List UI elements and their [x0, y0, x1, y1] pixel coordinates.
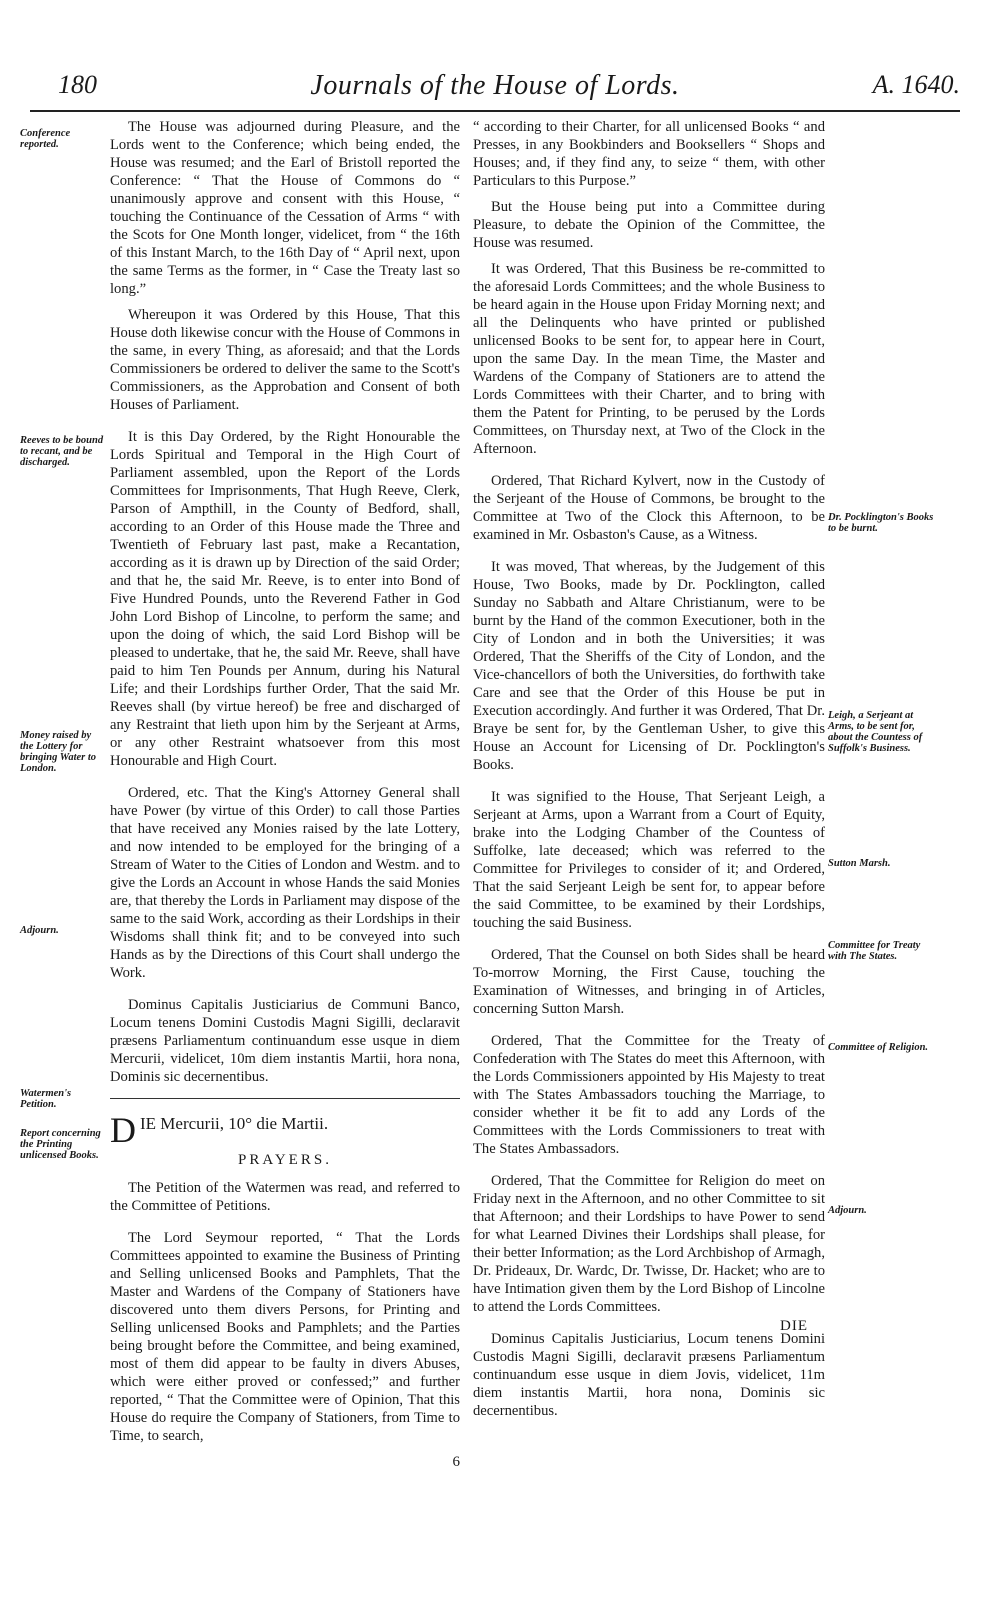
signature-mark: 6 — [452, 1454, 460, 1470]
paragraph: Dominus Capitalis Justiciarius de Communi Banco, Locum tenens Domini Custodis Magni Sigilli, declaravit præsens Parliamentum continuandum esse usque in diem Mercurii, videlicet, 10m diem instantis Martii, hora nona, Dominis sic decernentibus. — [110, 997, 460, 1085]
margin-note-pocklington: Dr. Pocklington's Books to be burnt. — [828, 512, 934, 534]
margin-note-leigh: Leigh, a Serjeant at Arms, to be sent for, about the Countess of Suffolk's Business. — [828, 710, 923, 754]
page-number: 180 — [58, 70, 97, 99]
left-column — [110, 118, 460, 1471]
margin-note-report: Report concerning the Printing unlicensed Books. — [20, 1128, 101, 1161]
drop-cap: D — [110, 1110, 136, 1150]
margin-note-religion: Committee of Religion. — [828, 1042, 929, 1053]
paragraph: It was signified to the House, That Serjeant Leigh, a Serjeant at Arms, upon a Warrant from a Court of Equity, brake into the Lodging Chamber of the Countess of Suffolke, late deceased; which was referred to the Committee for Privileges to consider of it; and Ordered, That the said Serjeant Leigh be sent for, to appear before the said Committee, to be examined by their Lordships, touching the said Business. — [473, 789, 825, 931]
paragraph: “ according to their Charter, for all unlicensed Books “ and Presses, in any Bookbinders and Booksellers “ Shops and Houses; and, if they find any, to seize “ them, with other Particulars to this Purpose.” — [473, 119, 825, 189]
prayers-heading: PRAYERS. — [238, 1152, 332, 1168]
paragraph: It was moved, That whereas, by the Judgement of this House, Two Books, made by Dr. Pocklington, called Sunday no Sabbath and Altare Christianum, were to be burnt by the Hand of the common Executioner, both in the City of London and in both the Universities; it was Ordered, That the Sheriffs of the City of London, and the Vice-chancellors of both the Universities, do forthwith take Care and see that the Order of this House be put in Execution accordingly. And further it was Ordered, That Dr. Braye be sent for, by the Gentleman Usher, to give this House an Account for Licensing of Dr. Pocklington's Books. — [473, 559, 825, 773]
paragraph: Ordered, That the Committee for the Treaty of Confederation with The States do meet this Afternoon, with the Lords Commissioners appointed by His Majesty to treat with The States Ambassadors touching the Marriage, to consider whether it be fit to add any Lords of the Committees with the Lords Commissioners to treat with The States Ambassadors. — [473, 1033, 825, 1157]
catchword: DIE — [780, 1318, 808, 1334]
paragraph: But the House being put into a Committee during Pleasure, to debate the Opinion of the Committee, the House was resumed. — [473, 199, 825, 251]
year: A. 1640. — [872, 70, 960, 99]
margin-note-watermen: Watermen's Petition. — [20, 1088, 72, 1110]
day-heading — [110, 1110, 460, 1150]
margin-note-adjourn: Adjourn. — [20, 925, 59, 936]
paragraph: Ordered, That Richard Kylvert, now in the Custody of the Serjeant of the House of Commons, be brought to the Committee at Two of the Clock this Afternoon, to be examined in Mr. Osbaston's Cause, as a Witness. — [473, 473, 825, 543]
paragraph: The House was adjourned during Pleasure, and the Lords went to the Conference; which being ended, the House was resumed; and the Earl of Bristoll reported the Conference: “ That the House of Commons do “ unanimously approve and consent with this House, “ touching the Continuance of the Cessation of Arms “ with the Scots for One Month longer, videlicet, from “ the 16th of this Instant March, to the 16th Day of “ April next, upon the same Terms as the former, in “ Case the Treaty last so long.” — [110, 119, 460, 297]
paragraph: The Lord Seymour reported, “ That the Lords Committees appointed to examine the Business of Printing and Selling unlicensed Books and Pamphlets, That the Master and Wardens of the Company of Stationers have discovered unto them divers Persons, for Printing and Selling unlicensed Books and Pamphlets; and the Parties being brought before the Committee, and being examined, most of them did appear to be faulty in divers Abuses, which were either proved or confessed;” and further reported, “ That the Committee were of Opinion, That this House do require the Company of Stationers, from Time to Time, to search, — [110, 1230, 460, 1444]
margin-note-sutton: Sutton Marsh. — [828, 858, 891, 869]
section-rule — [110, 1098, 460, 1099]
paragraph: Ordered, That the Counsel on both Sides shall be heard To-morrow Morning, the First Cause, touching the Examination of Witnesses, and bringing in of Articles, concerning Sutton Marsh. — [473, 947, 825, 1017]
page-header — [30, 70, 960, 110]
margin-note-treaty: Committee for Treaty with The States. — [828, 940, 921, 962]
header-rule — [30, 110, 960, 112]
paragraph: Ordered, etc. That the King's Attorney General shall have Power (by virtue of this Order) to call those Parties that have received any Monies raised by the late Lottery, and now intended to be employed for the bringing of a Stream of Water to the Cities of London and Westm. and to give the Lords an Account in whose Hands the said Monies are, that thereby the Lords in Parliament may dispose of the same to the said Work, according as their Lordships in their Wisdoms shall think fit; and to be conveyed into such Hands as by the Directions of this Court shall undergo the Work. — [110, 785, 460, 981]
paragraph: Ordered, That the Committee for Religion do meet on Friday next in the Afternoon, and no other Committee to sit that Afternoon; and their Lordships to have Power to send for what Learned Divines their Lordships shall please, for their better Information; as the Lord Archbishop of Armagh, Dr. Prideaux, Dr. Wardc, Dr. Twisse, Dr. Hacket; who are to have Intimation given them by the Lord Bishop of Lincolne to attend the Lords Committees. — [473, 1173, 825, 1315]
margin-note-reeves: Reeves to be bound to recant, and be discharged. — [20, 435, 104, 468]
right-column — [473, 118, 825, 1428]
paragraph: Whereupon it was Ordered by this House, That this House doth likewise concur with the House of Commons in the same, in every Thing, as aforesaid; and that the Lords Commissioners be ordered to deliver the same to the Scott's Commissioners, as the Approbation and Consent of both Houses of Parliament. — [110, 307, 460, 413]
margin-note-money: Money raised by the Lottery for bringing Water to London. — [20, 730, 97, 774]
paragraph: It was Ordered, That this Business be re-committed to the aforesaid Lords Committees; and the whole Business to be heard again in the House upon Friday Morning next; and all the Delinquents who have printed or published unlicensed Books to be sent for, to appear here in Court, upon the same Day. In the mean Time, the Master and Wardens of the Company of Stationers are to attend the Lords Committees with their Charter, and to bring with them the Patent for Printing, to be perused by the Lords Committees, on Thursday next, at Two of the Clock in the Afternoon. — [473, 261, 825, 457]
margin-note-adjourn-2: Adjourn. — [828, 1205, 867, 1216]
journal-title: Journals of the House of Lords. — [310, 70, 680, 101]
paragraph: It is this Day Ordered, by the Right Honourable the Lords Spiritual and Temporal in the High Court of Parliament assembled, upon the Report of the Lords Committees for Imprisonments, That Hugh Reeve, Clerk, Parson of Ampthill, in the County of Bedford, shall, according to an Order of this House made the Three and Twentieth of February last past, make a Recantation, according as it is drawn up by Direction of the said Order; and that he, the said Mr. Reeve, is to enter into Bond of Five Hundred Pounds, unto the Reverend Father in God John Lord Bishop of Lincolne, to perform the same; and upon the doing of which, the said Lord Bishop will be pleased to undertake, that he, the said Mr. Reeve, shall have paid to him Ten Pounds per Annum, during his Natural Life; and their Lordships further Order, That the said Mr. Reeves shall (by virtue hereof) be free and discharged of any Restraint that lieth upon him by the Serjeant at Arms, or any other Restraint whatsoever from this most Honourable and High Court. — [110, 429, 460, 769]
margin-note-conference: Conference reported. — [20, 128, 71, 150]
day-heading-text: IE Mercurii, 10° die Martii. — [140, 1114, 329, 1133]
paragraph: The Petition of the Watermen was read, and referred to the Committee of Petitions. — [110, 1180, 460, 1214]
paragraph: Dominus Capitalis Justiciarius, Locum tenens Domini Custodis Magni Sigilli, declaravit præsens Parliamentum continuandum esse usque in diem Jovis, videlicet, 11m diem instantis Martii, hora nona, Dominis sic decernentibus. — [473, 1331, 825, 1419]
